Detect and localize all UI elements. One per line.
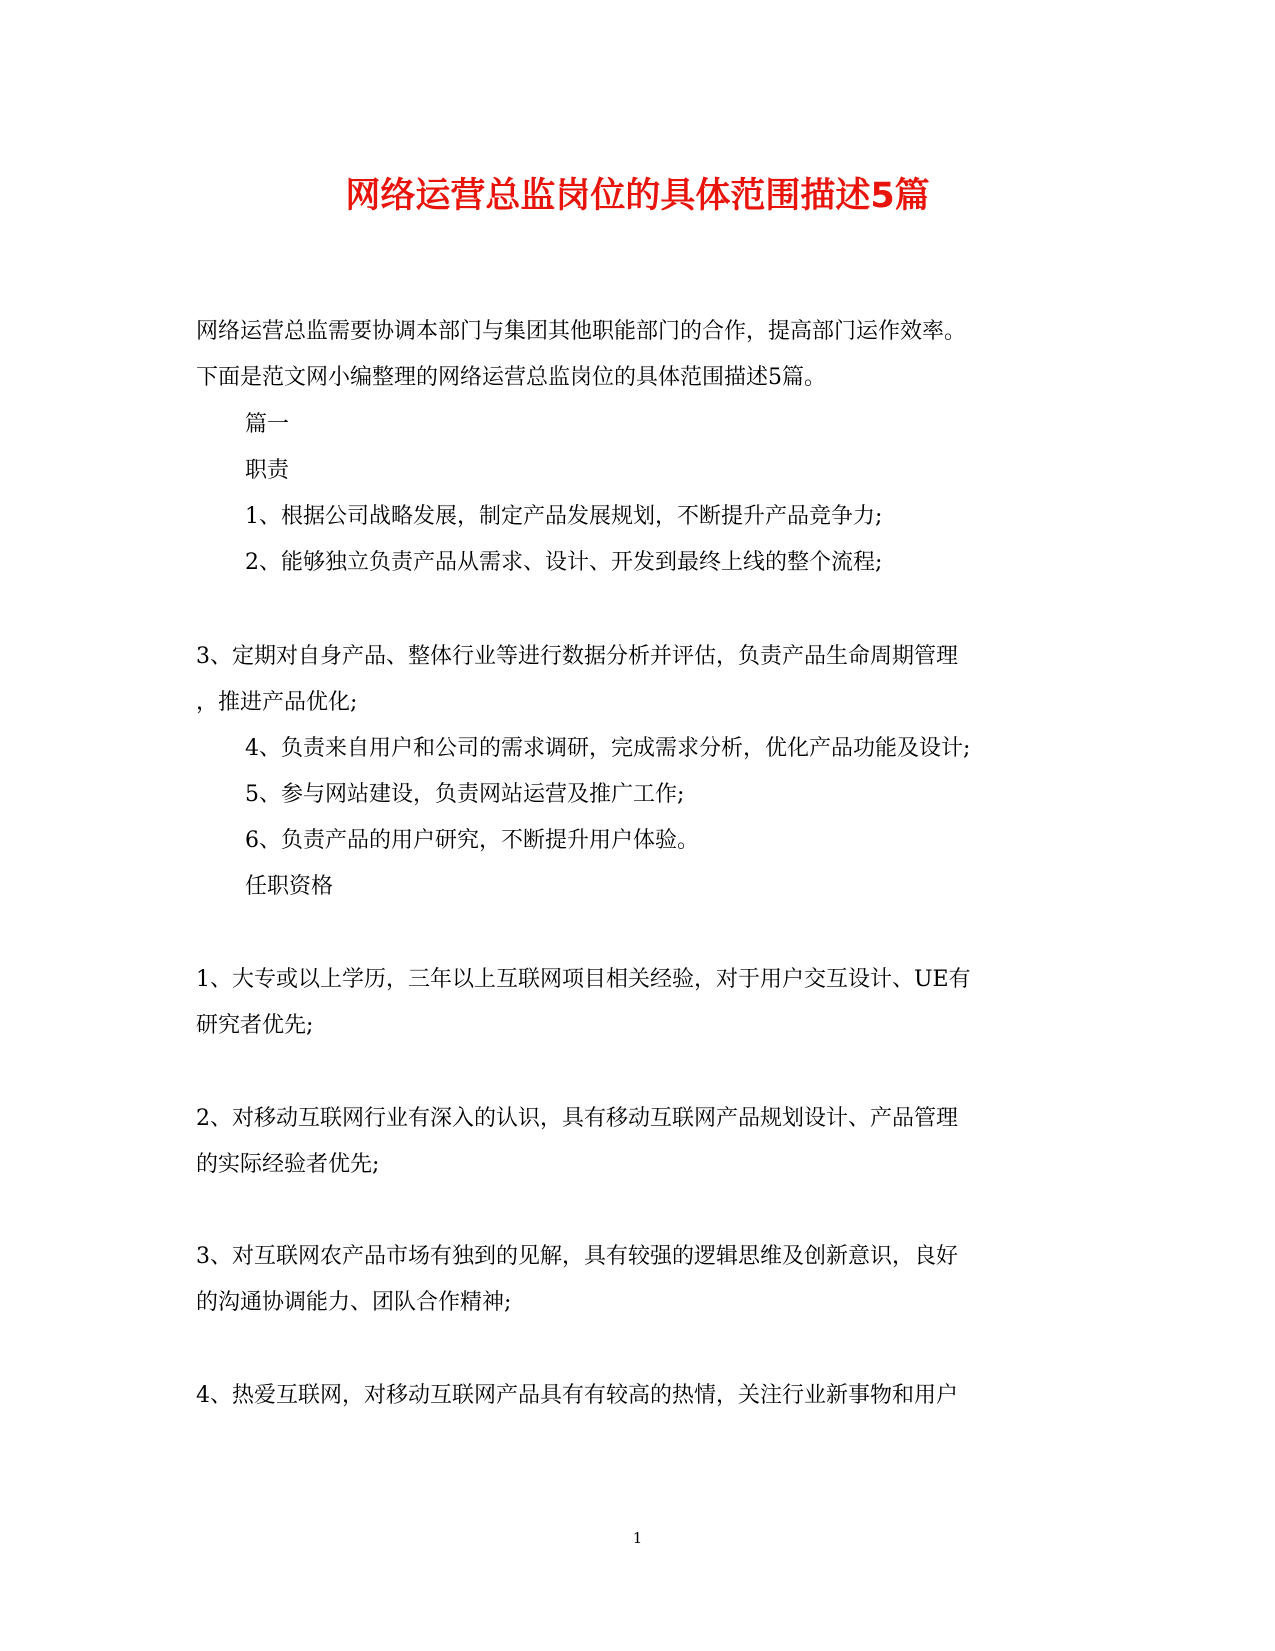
intro-line: 网络运营总监需要协调本部门与集团其他职能部门的合作，提高部门运作效率。 (196, 319, 967, 344)
duty-item: 1、根据公司战略发展，制定产品发展规划，不断提升产品竞争力; (245, 504, 883, 529)
duty-item: 4、负责来自用户和公司的需求调研，完成需求分析，优化产品功能及设计; (245, 736, 971, 761)
duty-item: 6、负责产品的用户研究，不断提升用户体验。 (245, 828, 699, 853)
page-number: 1 (632, 1529, 643, 1547)
section-heading: 篇一 (245, 412, 290, 437)
document-title: 网络运营总监岗位的具体范围描述5篇 (345, 176, 930, 216)
qualification-item-continuation: 研究者优先; (196, 1013, 314, 1038)
duty-item: 3、定期对自身产品、整体行业等进行数据分析并评估，负责产品生命周期管理 (196, 644, 958, 669)
duties-heading: 职责 (245, 458, 290, 483)
qualifications-heading: 任职资格 (245, 874, 334, 899)
qualification-item: 2、对移动互联网行业有深入的认识，具有移动互联网产品规划设计、产品管理 (196, 1106, 958, 1131)
qualification-item-continuation: 的实际经验者优先; (196, 1152, 380, 1177)
intro-line: 下面是范文网小编整理的网络运营总监岗位的具体范围描述5篇。 (196, 365, 826, 390)
qualification-item: 1、大专或以上学历，三年以上互联网项目相关经验，对于用户交互设计、UE有 (196, 967, 971, 992)
qualification-item: 3、对互联网农产品市场有独到的见解，具有较强的逻辑思维及创新意识，良好 (196, 1244, 958, 1269)
duty-item: 5、参与网站建设，负责网站运营及推广工作; (245, 782, 685, 807)
qualification-item-continuation: 的沟通协调能力、团队合作精神; (196, 1290, 512, 1315)
duty-item-continuation: ，推进产品优化; (196, 690, 358, 715)
qualification-item: 4、热爱互联网，对移动互联网产品具有有较高的热情，关注行业新事物和用户 (196, 1383, 958, 1408)
duty-item: 2、能够独立负责产品从需求、设计、开发到最终上线的整个流程; (245, 550, 883, 575)
